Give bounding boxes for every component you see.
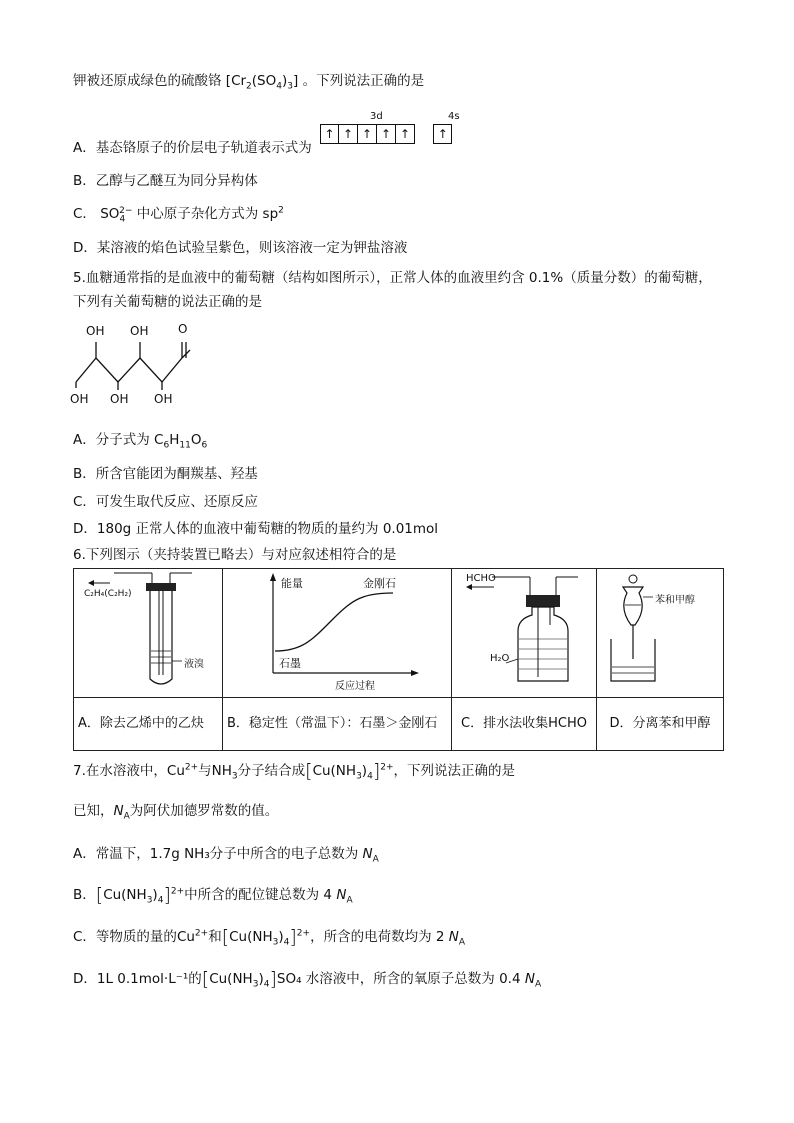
- ammonia-formula: $NH_3$: [211, 763, 238, 782]
- q5-option-c: C．可发生取代反应、还原反应: [73, 494, 258, 510]
- orbital-4s-box: [433, 124, 452, 144]
- orbital-box: ↑: [320, 124, 339, 144]
- q4-option-c: C． $SO_4^{2-}$ 中心原子杂化方式为 $sp^2$: [73, 205, 284, 225]
- figure-d-caption: D．分离苯和甲醇: [597, 698, 724, 751]
- q4-intro: 钾被还原成绿色的硫酸铬 $[Cr_2(SO_4)_3]$ 。下列说法正确的是: [73, 73, 425, 92]
- orbital-box: ↑: [433, 124, 452, 144]
- orbital-box: ↑: [358, 124, 377, 144]
- chromium-sulfate-formula: $[Cr_2(SO_4)_3]$: [225, 73, 299, 92]
- figure-a-apparatus: [74, 569, 222, 693]
- figure-b-energy-graph: [223, 569, 451, 693]
- q6-stem: 6.下列图示（夹持装置已略去）与对应叙述相符合的是: [73, 547, 397, 563]
- figure-b-caption: B．稳定性（常温下）：石墨＞金刚石: [223, 698, 452, 751]
- orbital-diagram: 3d ↑ ↑ ↑ ↑ ↑ 4s ↑: [320, 124, 452, 144]
- figure-b-cell: 能量 金刚石 石墨 反应过程: [223, 569, 452, 698]
- complex-ion: $[Cu(NH_3)_4]^{2+}$: [305, 760, 394, 782]
- figure-c-cell: HCHO H₂O: [452, 569, 597, 698]
- q5-stem-line1: 5.血糖通常指的是血液中的葡萄糖（结构如图所示），正常人体的血液里约含 0.1%（质量分数）的葡萄糖，: [73, 270, 712, 286]
- q4-option-d: D．某溶液的焰色试验呈紫色，则该溶液一定为钾盐溶液: [73, 240, 408, 256]
- q7-stem: 7.在水溶液中，$Cu^{2+}$与$NH_3$分子结合成$[Cu(NH_3)_4]^{2+}$，下列说法正确的是: [73, 760, 516, 782]
- q4-option-b: B．乙醇与乙醚互为同分异构体: [73, 173, 258, 189]
- q5-option-b: B．所含官能团为酮羰基、羟基: [73, 466, 258, 482]
- q7-option-d: D．1L 0.1mol·L⁻¹的$[Cu(NH_3)_4]SO_4$ 水溶液中，所含的氧原子总数为 0.4 $N_A$: [73, 968, 542, 990]
- figure-c-apparatus: [452, 569, 596, 693]
- figure-a-cell: C₂H₄(C₂H₂) 液溴: [74, 569, 223, 698]
- sp2-formula: $sp^2$: [262, 205, 284, 222]
- orbital-3d-boxes: [320, 124, 415, 144]
- orbital-box: ↑: [339, 124, 358, 144]
- q6-figure-table: [73, 568, 724, 751]
- q7-option-c: C．等物质的量的$Cu^{2+}$和$[Cu(NH_3)_4]^{2+}$，所含的电荷数均为 2 $N_A$: [73, 926, 466, 948]
- q5-stem-line2: 下列有关葡萄糖的说法正确的是: [73, 294, 262, 310]
- q7-option-b: B．$[Cu(NH_3)_4]^{2+}$中所含的配位键总数为 4 $N_A$: [73, 884, 353, 906]
- figure-c-caption: C．排水法收集HCHO: [452, 698, 597, 751]
- figure-d-apparatus: [597, 569, 723, 693]
- q4-option-a: A．基态铬原子的价层电子轨道表示式为: [73, 140, 312, 156]
- figure-a-caption: A．除去乙烯中的乙炔: [74, 698, 223, 751]
- sulfate-formula: $SO_4^{2-}$: [100, 205, 133, 225]
- q7-option-a: A．常温下，1.7g NH₃分子中所含的电子总数为 $N_A$: [73, 846, 379, 865]
- glucose-structure: OH OH O OH OH OH: [70, 320, 200, 410]
- q5-option-d: D．180g 正常人体的血液中葡萄糖的物质的量约为 0.01mol: [73, 521, 439, 537]
- figure-d-cell: 苯和甲醇: [597, 569, 724, 698]
- orbital-box: ↑: [377, 124, 396, 144]
- copper-ion: $Cu^{2+}$: [166, 762, 199, 779]
- orbital-box: ↑: [396, 124, 415, 144]
- glucose-formula: $C_6H_{11}O_6$: [154, 432, 208, 451]
- q5-option-a: A．分子式为 $C_6H_{11}O_6$: [73, 432, 208, 451]
- q7-given: 已知，$N_A$为阿伏加德罗常数的值。: [73, 803, 279, 822]
